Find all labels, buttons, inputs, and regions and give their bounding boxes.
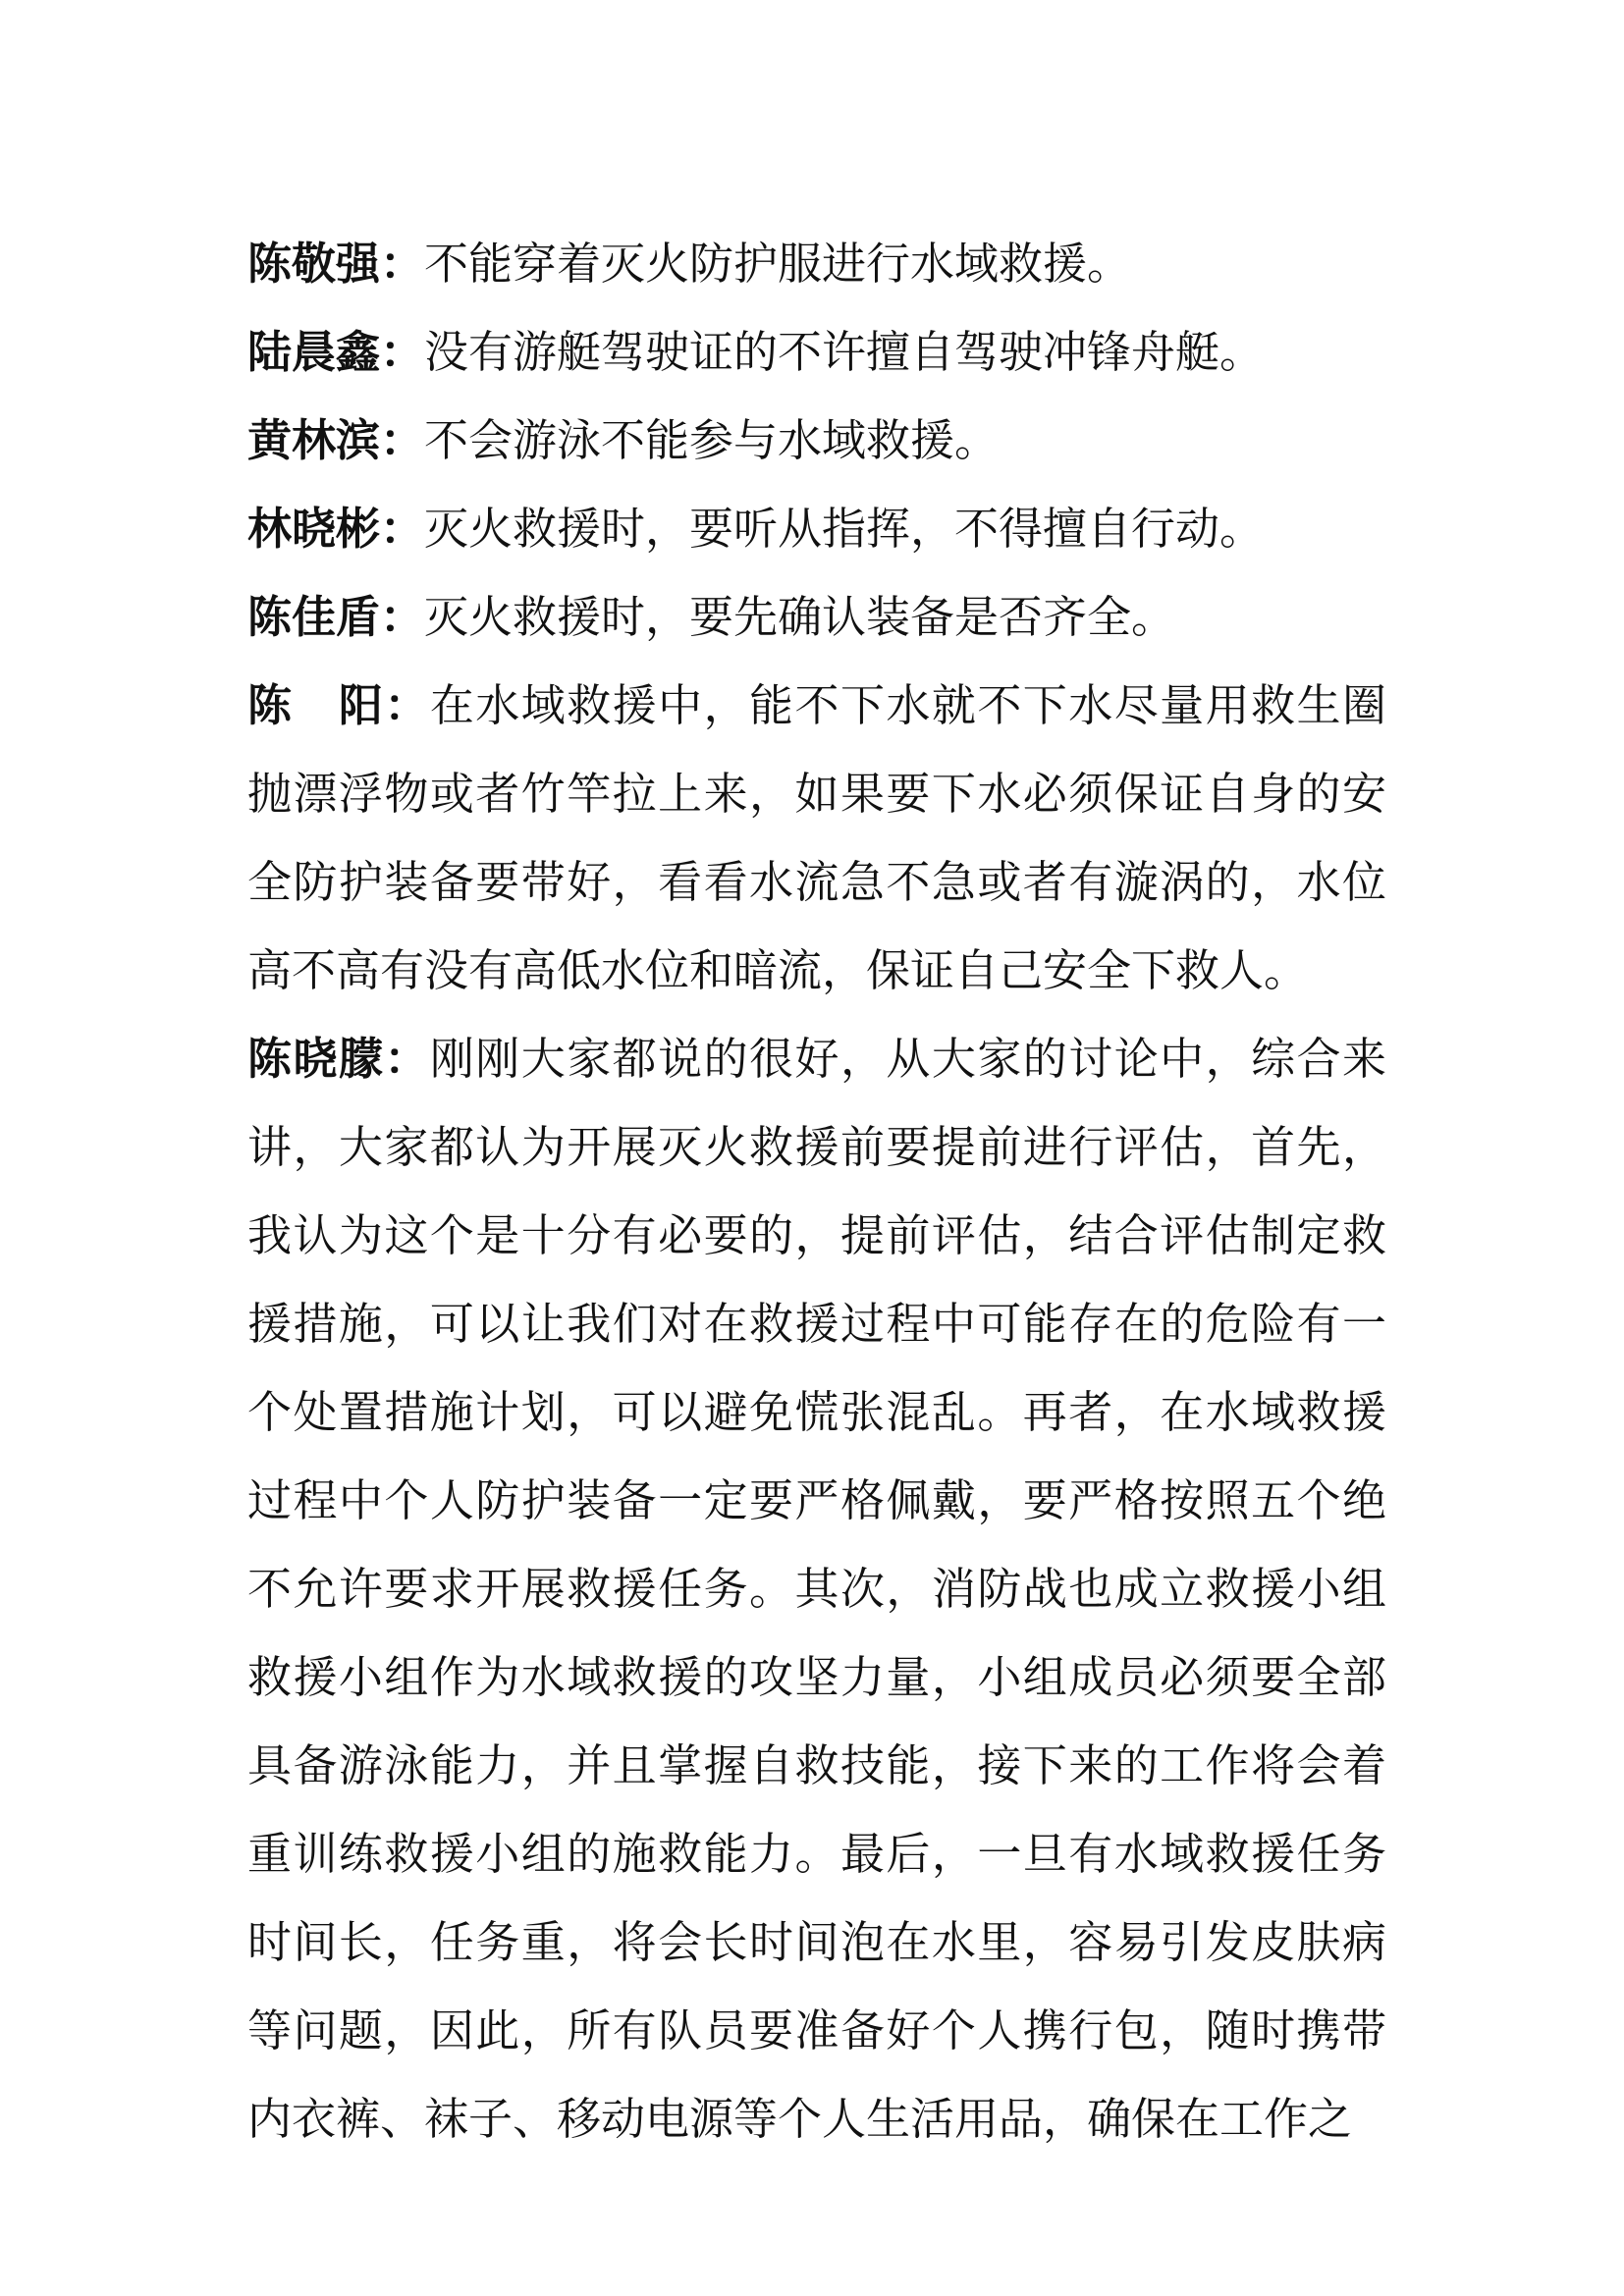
statement-text: 没有游艇驾驶证的不许擅自驾驶冲锋舟艇。 <box>424 326 1265 378</box>
speaker-name: 陈 阳： <box>247 679 430 731</box>
statement-text: 不能穿着灭火防护服进行水域救援。 <box>424 238 1132 290</box>
paragraph-huang-linbin <box>247 397 1386 485</box>
statement-text: 在水域救援中，能不下水就不下水尽量用救生圈抛漂浮物或者竹竿拉上来，如果要下水必须保证自身的安全防护装备要带好，看看水流急不急或者有漩涡的，水位高不高有没有高低水位和暗流，保证自己安全下救人。 <box>247 679 1386 996</box>
speaker-name: 陆晨鑫： <box>247 326 425 378</box>
paragraph-chen-jiadun <box>247 573 1386 662</box>
speaker-name: 陈晓朦： <box>247 1033 430 1085</box>
paragraph-chen-jingqiang <box>247 220 1386 308</box>
statement-text: 不会游泳不能参与水域救援。 <box>424 414 1000 466</box>
paragraph-lu-chenxin <box>247 308 1386 397</box>
paragraph-lin-xiaobin <box>247 485 1386 573</box>
statement-text: 灭火救援时，要先确认装备是否齐全。 <box>424 591 1176 643</box>
speaker-name: 陈敬强： <box>247 238 425 290</box>
statement-text: 刚刚大家都说的很好，从大家的讨论中，综合来讲，大家都认为开展灭火救援前要提前进行评估，首先，我认为这个是十分有必要的，提前评估，结合评估制定救援措施，可以让我们对在救援过程中可能存在的危险有一个处置措施计划，可以避免慌张混乱。再者，在水域救援过程中个人防护装备一定要严格佩戴，要严格按照五个绝不允许要求开展救援任务。其次，消防战也成立救援小组救援小组作为水域救援的攻坚力量，小组成员必须要全部具备游泳能力，并且掌握自救技能，接下来的工作将会着重训练救援小组的施救能力。最后，一旦有水域救援任务时间长，任务重，将会长时间泡在水里，容易引发皮肤病等问题，因此，所有队员要准备好个人携行包，随时携带内衣裤、袜子、移动电源等个人生活用品，确保在工作之 <box>247 1033 1386 2145</box>
speaker-name: 黄林滨： <box>247 414 425 466</box>
statement-text: 灭火救援时，要听从指挥，不得擅自行动。 <box>424 503 1265 555</box>
speaker-name: 陈佳盾： <box>247 591 425 643</box>
document-body <box>247 220 1386 2163</box>
speaker-name: 林晓彬： <box>247 503 425 555</box>
paragraph-chen-yang <box>247 662 1386 1015</box>
paragraph-chen-xiaomeng <box>247 1015 1386 2163</box>
